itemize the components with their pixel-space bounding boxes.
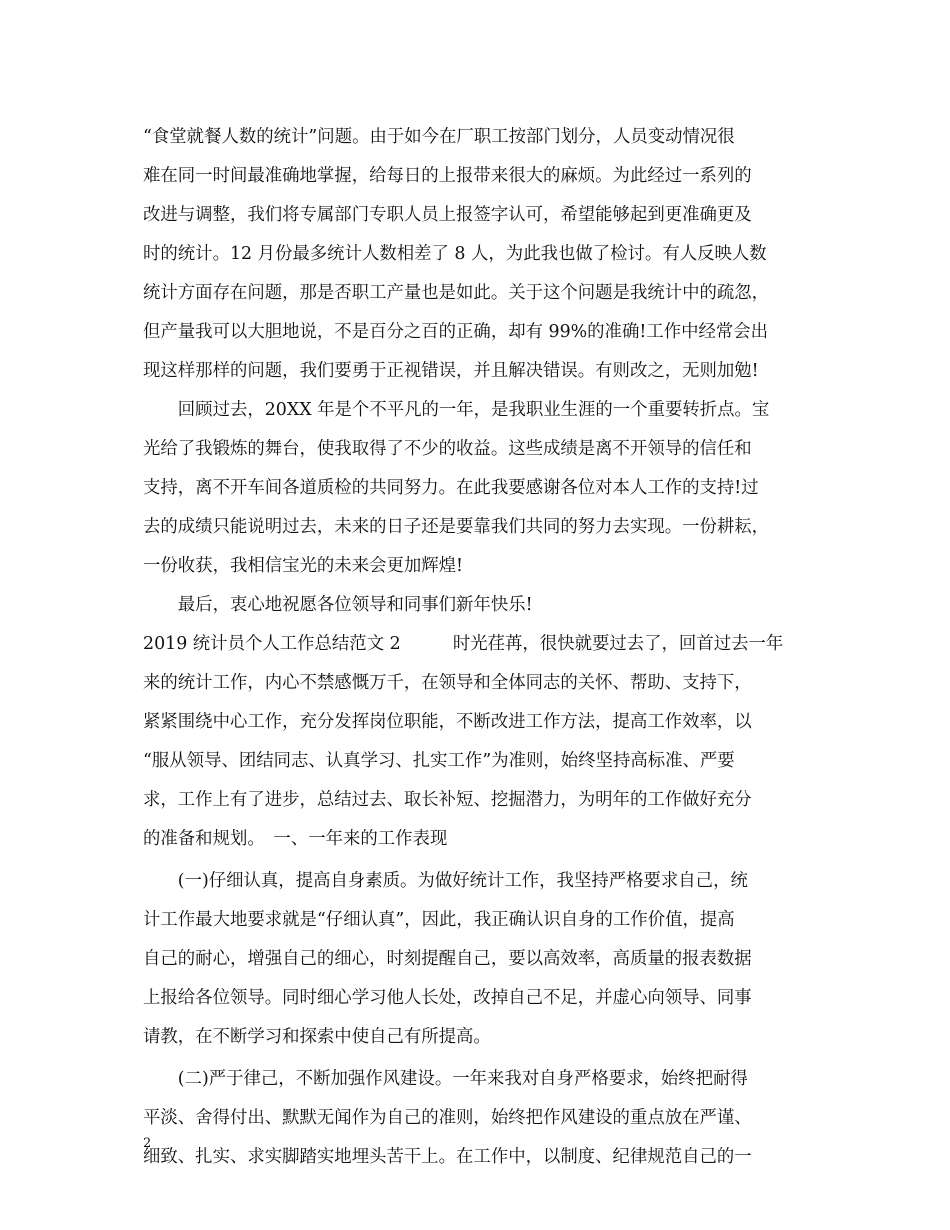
- text-line: 自己的耐心，增强自己的细心，时刻提醒自己，要以高效率，高质量的报表数据: [143, 949, 752, 969]
- text-line: 难在同一时间最准确地掌握，给每日的上报带来很大的麻烦。为此经过一系列的: [143, 166, 752, 186]
- page-number: 2: [143, 1136, 152, 1151]
- text-line: 请教，在不断学习和探索中使自己有所提高。: [143, 1027, 491, 1047]
- text-line: 2019 统计员个人工作总结范文 2 时光荏苒，很快就要过去了，回首过去一年: [143, 634, 784, 654]
- text-line: 的准备和规划。 一、一年来的工作表现: [143, 829, 448, 849]
- text-line: 来的统计工作，内心不禁感慨万千，在领导和全体同志的关怀、帮助、支持下，: [143, 673, 752, 693]
- text-line: 最后，衷心地祝愿各位领导和同事们新年快乐!: [143, 595, 533, 615]
- text-line: 支持，离不开车间各道质检的共同努力。在此我要感谢各位对本人工作的支持!过: [143, 478, 759, 498]
- text-line: 紧紧围绕中心工作，充分发挥岗位职能，不断改进工作方法，提高工作效率，以: [143, 712, 752, 732]
- document-body: [143, 118, 807, 1177]
- text-line: 计工作最大地要求就是“仔细认真”，因此，我正确认识自身的工作价值，提高: [143, 910, 735, 930]
- text-line: 改进与调整，我们将专属部门专职人员上报签字认可，希望能够起到更准确更及: [143, 205, 752, 225]
- text-line: 回顾过去，20XX 年是个不平凡的一年，是我职业生涯的一个重要转折点。宝: [143, 400, 770, 420]
- text-line: 上报给各位领导。同时细心学习他人长处，改掉自己不足，并虚心向领导、同事: [143, 988, 752, 1008]
- text-line: 时的统计。12 月份最多统计人数相差了 8 人，为此我也做了检讨。有人反映人数: [143, 244, 767, 264]
- text-line: 光给了我锻炼的舞台，使我取得了不少的收益。这些成绩是离不开领导的信任和: [143, 439, 752, 459]
- text-line: (一)仔细认真，提高自身素质。为做好统计工作，我坚持严格要求自己，统: [143, 871, 748, 891]
- text-line: 平淡、舍得付出、默默无闻作为自己的准则，始终把作风建设的重点放在严谨、: [143, 1108, 752, 1128]
- text-line: “食堂就餐人数的统计”问题。由于如今在厂职工按部门划分，人员变动情况很: [143, 127, 735, 147]
- text-line: 但产量我可以大胆地说，不是百分之百的正确，却有 99%的准确!工作中经常会出: [143, 322, 769, 342]
- text-line: 求，工作上有了进步，总结过去、取长补短、挖掘潜力，为明年的工作做好充分: [143, 790, 752, 810]
- text-line: 现这样那样的问题，我们要勇于正视错误，并且解决错误。有则改之，无则加勉!: [143, 361, 759, 381]
- text-line: “服从领导、团结同志、认真学习、扎实工作”为准则，始终坚持高标准、严要: [143, 751, 735, 771]
- text-line: 统计方面存在问题，那是否职工产量也是如此。关于这个问题是我统计中的疏忽，: [143, 283, 770, 303]
- text-line: 去的成绩只能说明过去，未来的日子还是要靠我们共同的努力去实现。一份耕耘，: [143, 517, 770, 537]
- text-line: (二)严于律己，不断加强作风建设。一年来我对自身严格要求，始终把耐得: [143, 1069, 748, 1089]
- text-line: 一份收获，我相信宝光的未来会更加辉煌!: [143, 556, 464, 576]
- text-line: 细致、扎实、求实脚踏实地埋头苦干上。在工作中，以制度、纪律规范自己的一: [143, 1147, 752, 1167]
